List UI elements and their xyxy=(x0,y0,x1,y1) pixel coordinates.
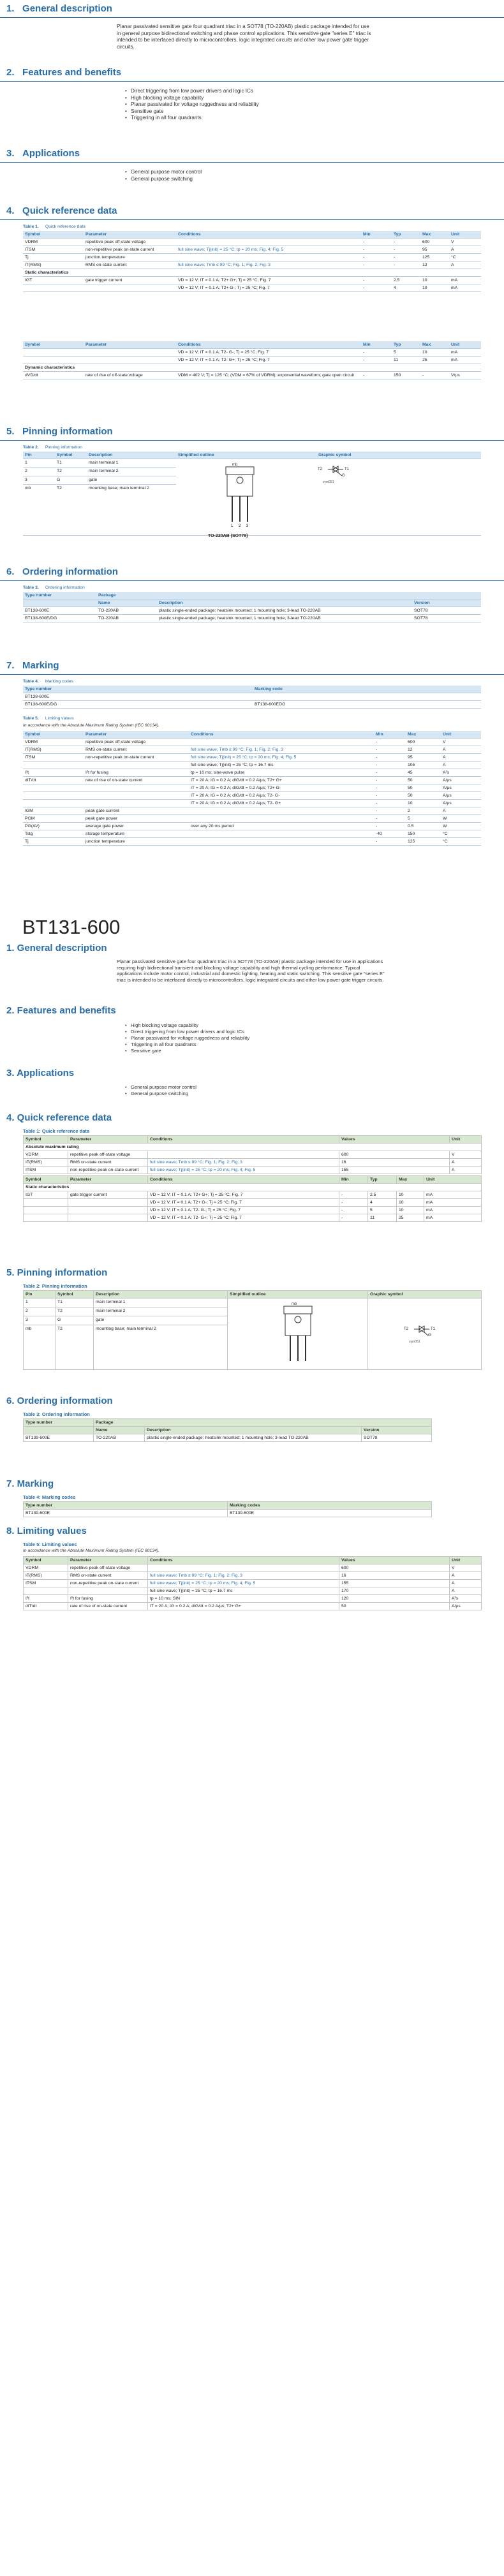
features-list xyxy=(131,88,259,122)
table-row: 3 G gate xyxy=(23,476,481,484)
table-caption: Table 5. Limiting values xyxy=(23,716,74,721)
table-row: IGT gate trigger current VD = 12 V; IT = 0.1 A; T2+ G+; Tj = 25 °C; Fig. 7 - 2.5 10 mA xyxy=(23,277,481,284)
svg-text:mb: mb xyxy=(292,1302,297,1306)
b-table-caption: Table 2: Pinning information xyxy=(23,1283,87,1289)
table-row: VD = 12 V; IT = 0.1 A; T2- G-; Tj = 25 °C; Fig. 7 - 5 10 mA xyxy=(24,1207,482,1214)
b-section-2-heading: 2. Features and benefits xyxy=(6,1005,116,1016)
list-item: • Direct triggering from low power drivers and logic ICs xyxy=(131,1029,249,1035)
b-quick-reference-static-table: Symbol Parameter Conditions Min Typ Max Unit Static characteristics IGT gate trigger current VD = 12 V; IT = 0.1 A; T2+ G+; Tj = 25 °C; Fig. 7 - 2.5 10 mA VD = 12 V; IT = 0.1 A; T2+ G-; Tj = 25 °C; Fig. 7 - 4 10 mA VD = 12 V; IT = 0.1 A; T2- G-; Tj = 25 °C; Fig. 7 - 5 10 mA VD = 12 V; IT = 0.1 A; T2- G+; Tj = 25 °C; Fig. 7 - 11 25 mA xyxy=(23,1175,482,1222)
divider xyxy=(0,81,504,82)
section-7-heading: 7. Marking xyxy=(6,660,59,671)
b-section-6-heading: 6. Ordering information xyxy=(6,1395,113,1406)
table-row: mb T2 mounting base; main terminal 2 xyxy=(24,1325,482,1370)
table-row: IT(RMS) RMS on-state current full sine wave; Tmb ≤ 99 °C; Fig. 1; Fig. 2; Fig. 3 - - 12 A xyxy=(23,261,481,269)
list-item: • High blocking voltage capability xyxy=(131,1022,249,1029)
table-row: IT = 20 A; IG = 0.2 A; dIG/dt = 0.2 A/μs; T2- G- - 50 A/μs xyxy=(23,792,481,800)
list-item: • Direct triggering from low power drivers and logic ICs xyxy=(131,88,259,95)
table-row: BT139-600E BT139-600E xyxy=(24,1510,432,1517)
table-row: ITSM non-repetitive peak on-state current full sine wave; Tj(init) = 25 °C; tp = 20 ms; Fig. 4; Fig. 5 155 A xyxy=(24,1167,482,1174)
list-item: • General purpose switching xyxy=(131,176,202,183)
table-row: dIT/dt rate of rise of on-state current IT = 20 A; IG = 0.2 A; dIG/dt = 0.2 A/μs; T2+ G+ - 50 A/μs xyxy=(23,777,481,784)
table-row: I²t I²t for fusing tp = 10 ms; sine-wave pulse - 45 A²s xyxy=(23,769,481,777)
b-pinning-table: Pin Symbol Description Simplified outline Graphic symbol 1 T1 main terminal 1 mb T2 T1 G sym051 2 T2 main terminal 2 3 G gate mb T2 mounting base; main terminal 2 xyxy=(23,1290,482,1370)
quick-reference-table-continued xyxy=(23,341,481,379)
list-item: • Triggering in all four quadrants xyxy=(131,1041,249,1048)
section-1-heading: 1. General description xyxy=(6,3,112,14)
table-row: IT(RMS) RMS on-state current full sine wave; Tmb ≤ 99 °C; Fig. 1; Fig. 2; Fig. 3 - 12 A xyxy=(23,746,481,754)
table-row: dIT/dt rate of rise of on-state current IT = 20 A; IG = 0.2 A; dIG/dt = 0.2 A/μs; T2+ G+ 50 A/μs xyxy=(24,1603,482,1610)
table-row: BT139-600E TO-220AB plastic single-ended package; heatsink mounted; 1 mounting hole; 3-lead TO-220AB SOT78 xyxy=(24,1434,432,1442)
list-item: • Sensitive gate xyxy=(131,108,259,115)
table-row: Tj junction temperature - - 125 °C xyxy=(23,254,481,261)
table-row: BT138-600E xyxy=(23,693,481,701)
table-row: BT138-600E TO-220AB plastic single-ended package; heatsink mounted; 1 mounting hole; 3-lead TO-220AB SOT78 xyxy=(23,607,481,615)
b-table-caption: Table 5: Limiting values xyxy=(23,1542,77,1547)
table-row: IT = 20 A; IG = 0.2 A; dIG/dt = 0.2 A/μs; T2- G+ - 10 A/μs xyxy=(23,800,481,807)
divider xyxy=(0,580,504,581)
b-limiting-values-table: Symbol Parameter Conditions Values Unit VDRM repetitive peak off-state voltage 600 V IT(RMS) RMS on-state current full sine wave; Tmb ≤ 99 °C; Fig. 1; Fig. 2; Fig. 3 16 A ITSM non-repetitive peak on-state current full sine wave; Tj(init) = 25 °C; tp = 20 ms; Fig. 4; Fig. 5 155 A full sine wave; Tj(init) = 25 °C; tp = 16.7 ms 170 A I²t I²t for fusing tp = 10 ms; SIN 120 A²s dIT/dt rate of rise of on-state current IT = 20 A; IG = 0.2 A; dIG/dt = 0.2 A/μs; T2+ G+ 50 A/μs xyxy=(23,1556,482,1610)
b-section-3-heading: 3. Applications xyxy=(6,1068,75,1078)
table-row: 1 T1 main terminal 1 mb T2 T1 G sym051 xyxy=(24,1299,482,1307)
b-applications-list xyxy=(131,1084,196,1097)
table-row: I²t I²t for fusing tp = 10 ms; SIN 120 A²s xyxy=(24,1595,482,1603)
b-ordering-table: Type number Package Name Description Version BT139-600E TO-220AB plastic single-ended package; heatsink mounted; 1 mounting hole; 3-lead TO-220AB SOT78 xyxy=(23,1418,432,1442)
table-row: ITSM non-repetitive peak on-state current full sine wave; Tj(init) = 25 °C; tp = 20 ms; Fig. 4; Fig. 5 - - 95 A xyxy=(23,246,481,254)
table-row: IT(RMS) RMS on-state current full sine wave; Tmb ≤ 99 °C; Fig. 1; Fig. 2; Fig. 3 16 A xyxy=(24,1159,482,1167)
table-row: VD = 12 V; IT = 0.1 A; T2- G-; Tj = 25 °C; Fig. 7 - 5 10 mA xyxy=(23,349,481,357)
group-row: Static characteristics xyxy=(24,1184,482,1191)
svg-text:1: 1 xyxy=(231,524,233,528)
b-general-description: Planar passivated sensitive gate four quadrant triac in a SOT78 (TO-220AB) plastic package intended for use in applications requiring high bidirectional transient and blocking voltage capability and high thermal cycling performance. Typical applications include motor control, industrial and domestic lighting, heating and static switching. This sensitive gate "series E" triac is intended to be interfaced directly to microcontrollers, logic integrated circuits and other low power gate trigger circuits. xyxy=(117,959,385,983)
table-row: VDRM repetitive peak off-state voltage - - 600 V xyxy=(23,239,481,246)
group-row: Dynamic characteristics xyxy=(23,364,481,372)
table-row: 3 G gate xyxy=(24,1316,482,1325)
table-note: In accordance with the Absolute Maximum Rating System (IEC 60134). xyxy=(23,723,159,728)
table-caption: Table 1. Quick reference data xyxy=(23,224,85,229)
table-row: VD = 12 V; IT = 0.1 A; T2- G+; Tj = 25 °C; Fig. 7 - 11 25 mA xyxy=(23,357,481,364)
table-row: IT = 20 A; IG = 0.2 A; dIG/dt = 0.2 A/μs; T2+ G- - 50 A/μs xyxy=(23,784,481,792)
b-marking-table: Type number Marking codes BT139-600E BT139-600E xyxy=(23,1501,432,1517)
table-row: Tj junction temperature - 125 °C xyxy=(23,838,481,846)
divider xyxy=(0,219,504,220)
table-caption: Table 4. Marking codes xyxy=(23,679,74,684)
table-row: mb T2 mounting base; main terminal 2 xyxy=(23,485,481,536)
section-2-heading: 2. Features and benefits xyxy=(6,67,122,78)
list-item: • Planar passivated for voltage ruggedness and reliability xyxy=(131,101,259,108)
b-table-note: In accordance with the Absolute Maximum Rating System (IEC 60134). xyxy=(23,1549,159,1553)
table-row: VDRM repetitive peak off-state voltage 600 V xyxy=(24,1564,482,1572)
table-row: VD = 12 V; IT = 0.1 A; T2+ G-; Tj = 25 °C; Fig. 7 - 4 10 mA xyxy=(24,1199,482,1207)
b-table-caption: Table 1: Quick reference data xyxy=(23,1128,90,1134)
table-row: VD = 12 V; IT = 0.1 A; T2+ G-; Tj = 25 °C; Fig. 7 - 4 10 mA xyxy=(23,284,481,292)
b-section-1-heading: 1. General description xyxy=(6,943,107,953)
table-header: Type number Package xyxy=(23,592,481,600)
b-section-8-heading: 8. Limiting values xyxy=(6,1526,87,1536)
table-header: Symbol Parameter Conditions Min Max Unit xyxy=(23,731,481,739)
list-item: • Triggering in all four quadrants xyxy=(131,115,259,122)
group-row: Static characteristics xyxy=(23,269,481,277)
triac-symbol-icon xyxy=(322,462,360,481)
list-item: • General purpose motor control xyxy=(131,169,202,176)
b-features-list xyxy=(131,1022,249,1054)
package-name: TO-220AB (SOT78) xyxy=(208,534,248,538)
table-header: Name Description Version xyxy=(23,600,481,607)
table-header: Pin Symbol Description Simplified outline Graphic symbol xyxy=(23,452,481,459)
b-section-7-heading: 7. Marking xyxy=(6,1478,54,1489)
svg-text:3: 3 xyxy=(246,524,249,528)
table-row: VDRM repetitive peak off-state voltage - 600 V xyxy=(23,739,481,746)
table-header: Type number Marking code xyxy=(23,686,481,693)
table-row: 2 T2 main terminal 2 xyxy=(23,467,481,476)
table-row: BT138-600E/DG BT138-600EDG xyxy=(23,701,481,709)
document-title: BT131-600 xyxy=(22,916,121,938)
b-to220-package-icon xyxy=(272,1300,323,1367)
section-4-heading: 4. Quick reference data xyxy=(6,205,117,216)
divider xyxy=(0,162,504,163)
table-row: PG(AV) average gate power over any 20 ms period - 0.5 W xyxy=(23,823,481,830)
pinning-table xyxy=(23,452,481,536)
list-item: • General purpose switching xyxy=(131,1091,196,1097)
table-row: ITSM non-repetitive peak on-state current full sine wave; Tj(init) = 25 °C; tp = 20 ms; Fig. 4; Fig. 5 - 95 A xyxy=(23,754,481,762)
table-row: ITSM non-repetitive peak on-state current full sine wave; Tj(init) = 25 °C; tp = 20 ms; Fig. 4; Fig. 5 155 A xyxy=(24,1580,482,1587)
svg-text:2: 2 xyxy=(239,524,241,528)
to220-package-icon xyxy=(208,460,285,531)
table-row: 1 T1 main terminal 1 mb 1 2 3 TO-220AB (SOT78) T2 T1 G sym051 xyxy=(23,459,481,467)
list-item: • Planar passivated for voltage ruggedness and reliability xyxy=(131,1035,249,1041)
b-section-4-heading: 4. Quick reference data xyxy=(6,1112,112,1123)
b-section-5-heading: 5. Pinning information xyxy=(6,1267,108,1278)
limiting-values-table xyxy=(23,731,481,846)
table-header: Symbol Parameter Conditions Min Typ Max Unit xyxy=(23,341,481,349)
quick-reference-table xyxy=(23,231,481,292)
table-row: VDRM repetitive peak off-state voltage 600 V xyxy=(24,1151,482,1159)
general-description: Planar passivated sensitive gate four quadrant triac in a SOT78 (TO-220AB) plastic package intended for use in general purpose bidirectional switching and phase control applications. This sensitive gate "series E" triac is intended to be interfaced directly to microcontrollers, logic integrated circuits and other low power gate trigger circuits. xyxy=(117,24,371,50)
section-3-heading: 3. Applications xyxy=(6,148,80,159)
group-row: Absolute maximum rating xyxy=(24,1144,482,1151)
b-table-caption: Table 4: Marking codes xyxy=(23,1494,76,1500)
table-row: IGT gate trigger current VD = 12 V; IT = 0.1 A; T2+ G+; Tj = 25 °C; Fig. 7 - 2.5 10 mA xyxy=(24,1191,482,1199)
divider xyxy=(0,17,504,18)
list-item: • High blocking voltage capability xyxy=(131,95,259,102)
table-caption: Table 2. Pinning information xyxy=(23,445,82,450)
table-row: 2 T2 main terminal 2 xyxy=(24,1307,482,1316)
table-row: dVD/dt rate of rise of off-state voltage VDM = 402 V; Tj = 125 °C; (VDM = 67% of VDRM); exponential waveform; gate open circuit - 150 - V/μs xyxy=(23,372,481,379)
table-row: Tstg storage temperature -40 150 °C xyxy=(23,830,481,838)
section-6-heading: 6. Ordering information xyxy=(6,566,119,577)
divider xyxy=(0,674,504,675)
table-row: VD = 12 V; IT = 0.1 A; T2- G+; Tj = 25 °C; Fig. 7 - 11 25 mA xyxy=(24,1214,482,1222)
b-triac-symbol-icon xyxy=(408,1321,446,1341)
table-caption: Table 3. Ordering information xyxy=(23,585,85,590)
list-item: • Sensitive gate xyxy=(131,1048,249,1054)
list-item: • General purpose motor control xyxy=(131,1084,196,1091)
applications-list xyxy=(131,169,202,182)
table-header: Symbol Parameter Conditions Min Typ Max Unit xyxy=(23,231,481,239)
table-row: PGM peak gate power - 5 W xyxy=(23,815,481,823)
table-row: full sine wave; Tj(init) = 25 °C; tp = 16.7 ms - 105 A xyxy=(23,762,481,769)
marking-table xyxy=(23,686,481,709)
table-row: IT(RMS) RMS on-state current full sine wave; Tmb ≤ 99 °C; Fig. 1; Fig. 2; Fig. 3 16 A xyxy=(24,1572,482,1580)
b-table-caption: Table 3: Ordering information xyxy=(23,1411,90,1417)
b-quick-reference-table: Symbol Parameter Conditions Values Unit Absolute maximum rating VDRM repetitive peak off-state voltage 600 V IT(RMS) RMS on-state current full sine wave; Tmb ≤ 99 °C; Fig. 1; Fig. 2; Fig. 3 16 A ITSM non-repetitive peak on-state current full sine wave; Tj(init) = 25 °C; tp = 20 ms; Fig. 4; Fig. 5 155 A xyxy=(23,1135,482,1174)
svg-text:mb: mb xyxy=(232,463,238,467)
table-row: IGM peak gate current - 2 A xyxy=(23,807,481,815)
table-row: full sine wave; Tj(init) = 25 °C; tp = 16.7 ms 170 A xyxy=(24,1587,482,1595)
table-row: BT138-600E/DG TO-220AB plastic single-ended package; heatsink mounted; 1 mounting hole; 3-lead TO-220AB SOT78 xyxy=(23,615,481,622)
section-5-heading: 5. Pinning information xyxy=(6,426,113,437)
divider xyxy=(0,440,504,441)
ordering-table xyxy=(23,592,481,622)
